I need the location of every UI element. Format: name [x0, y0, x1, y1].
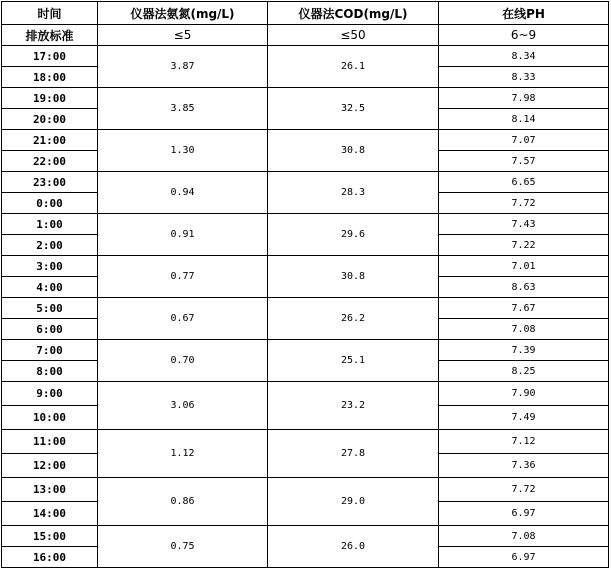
cod-value: 27.8: [268, 430, 439, 478]
ammonia-value: 3.87: [98, 46, 268, 88]
cod-value: 29.6: [268, 214, 439, 256]
time-cell: 7:00: [2, 340, 98, 361]
ammonia-value: 0.91: [98, 214, 268, 256]
ph-value: 7.08: [439, 526, 609, 547]
table-row: [2, 478, 609, 502]
ph-value: 6.97: [439, 502, 609, 526]
ph-value: 8.25: [439, 361, 609, 382]
time-cell: 21:00: [2, 130, 98, 151]
cod-value: 30.8: [268, 256, 439, 298]
time-cell: 12:00: [2, 454, 98, 478]
ph-standard: 6~9: [439, 25, 609, 46]
table-row: [2, 382, 609, 406]
time-cell: 14:00: [2, 502, 98, 526]
time-cell: 19:00: [2, 88, 98, 109]
time-cell: 6:00: [2, 319, 98, 340]
ph-value: 8.14: [439, 109, 609, 130]
time-cell: 9:00: [2, 382, 98, 406]
ph-value: 7.67: [439, 298, 609, 319]
cod-value: 26.0: [268, 526, 439, 568]
ph-value: 7.07: [439, 130, 609, 151]
ammonia-value: 0.94: [98, 172, 268, 214]
ammonia-value: 3.85: [98, 88, 268, 130]
time-cell: 18:00: [2, 67, 98, 88]
cod-value: 29.0: [268, 478, 439, 526]
ph-value: 7.49: [439, 406, 609, 430]
table-row: [2, 130, 609, 151]
ph-value: 6.65: [439, 172, 609, 193]
ph-value: 7.12: [439, 430, 609, 454]
ph-value: 7.36: [439, 454, 609, 478]
header-row: [2, 2, 609, 25]
ammonia-value: 0.77: [98, 256, 268, 298]
time-cell: 3:00: [2, 256, 98, 277]
ammonia-value: 0.86: [98, 478, 268, 526]
ammonia-standard: ≤5: [98, 25, 268, 46]
ammonia-value: 1.12: [98, 430, 268, 478]
cod-value: 28.3: [268, 172, 439, 214]
ammonia-header: 仪器法氨氮(mg/L): [98, 2, 268, 25]
ph-value: 8.33: [439, 67, 609, 88]
time-cell: 15:00: [2, 526, 98, 547]
time-cell: 4:00: [2, 277, 98, 298]
ammonia-value: 0.67: [98, 298, 268, 340]
cod-standard: ≤50: [268, 25, 439, 46]
table-row: [2, 256, 609, 277]
ph-value: 7.72: [439, 478, 609, 502]
ph-header: 在线PH: [439, 2, 609, 25]
time-cell: 0:00: [2, 193, 98, 214]
table-row: [2, 172, 609, 193]
table-row: [2, 526, 609, 547]
time-cell: 22:00: [2, 151, 98, 172]
table-row: [2, 88, 609, 109]
time-cell: 17:00: [2, 46, 98, 67]
ammonia-value: 3.06: [98, 382, 268, 430]
time-cell: 8:00: [2, 361, 98, 382]
cod-value: 32.5: [268, 88, 439, 130]
ph-value: 6.97: [439, 547, 609, 568]
time-cell: 16:00: [2, 547, 98, 568]
ph-value: 7.98: [439, 88, 609, 109]
time-header: 时间: [2, 2, 98, 25]
time-cell: 2:00: [2, 235, 98, 256]
cod-value: 30.8: [268, 130, 439, 172]
time-cell: 13:00: [2, 478, 98, 502]
time-cell: 20:00: [2, 109, 98, 130]
time-cell: 1:00: [2, 214, 98, 235]
ph-value: 7.72: [439, 193, 609, 214]
cod-value: 23.2: [268, 382, 439, 430]
ph-value: 8.34: [439, 46, 609, 67]
standard-row: [2, 25, 609, 46]
ph-value: 7.43: [439, 214, 609, 235]
time-cell: 5:00: [2, 298, 98, 319]
water-quality-table: [1, 1, 609, 568]
cod-value: 26.2: [268, 298, 439, 340]
ammonia-value: 0.75: [98, 526, 268, 568]
ph-value: 7.57: [439, 151, 609, 172]
ph-value: 8.63: [439, 277, 609, 298]
table-row: [2, 46, 609, 67]
table-row: [2, 298, 609, 319]
cod-value: 25.1: [268, 340, 439, 382]
standard-label: 排放标准: [2, 25, 98, 46]
cod-value: 26.1: [268, 46, 439, 88]
ph-value: 7.90: [439, 382, 609, 406]
ph-value: 7.08: [439, 319, 609, 340]
table-row: [2, 340, 609, 361]
ph-value: 7.22: [439, 235, 609, 256]
cod-header: 仪器法COD(mg/L): [268, 2, 439, 25]
ammonia-value: 1.30: [98, 130, 268, 172]
time-cell: 10:00: [2, 406, 98, 430]
ph-value: 7.01: [439, 256, 609, 277]
table-row: [2, 430, 609, 454]
time-cell: 11:00: [2, 430, 98, 454]
time-cell: 23:00: [2, 172, 98, 193]
ammonia-value: 0.70: [98, 340, 268, 382]
ph-value: 7.39: [439, 340, 609, 361]
table-row: [2, 214, 609, 235]
